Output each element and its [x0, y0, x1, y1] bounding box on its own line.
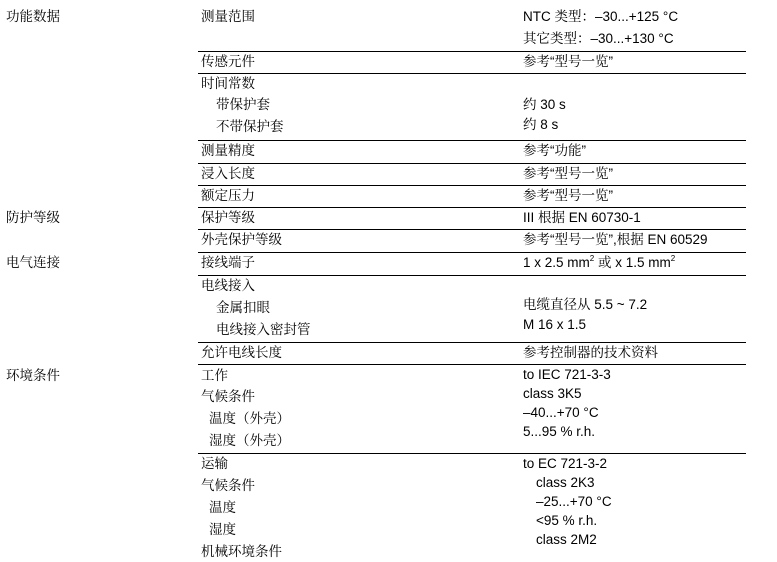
measure-range-label: 测量范围 [201, 9, 255, 24]
transport-value: to EC 721-3-2 [523, 456, 608, 471]
row-divider [198, 275, 746, 276]
with-sleeve-value: 约 30 s [523, 97, 566, 112]
climate-operation-value: class 3K5 [523, 386, 582, 401]
mechanical-value: class 2M2 [536, 532, 597, 547]
pressure-label: 额定压力 [201, 188, 255, 203]
section-function-data: 功能数据 [6, 9, 60, 24]
protection-class-value: III 根据 EN 60730-1 [523, 210, 641, 225]
temp-label: 温度 [209, 500, 236, 515]
immersion-value: 参考“型号一览” [523, 166, 613, 181]
humidity-label: 湿度 [209, 522, 236, 537]
metal-eyelet-value: 电缆直径从 5.5 ~ 7.2 [523, 297, 648, 312]
humidity-housing-label: 湿度（外壳） [209, 433, 290, 448]
section-electrical: 电气连接 [6, 255, 60, 270]
humidity-housing-value: 5...95 % r.h. [523, 424, 596, 439]
temp-value: –25...+70 °C [536, 494, 612, 509]
row-divider [198, 51, 746, 52]
section-environment: 环境条件 [6, 368, 60, 383]
accuracy-label: 测量精度 [201, 143, 255, 158]
mechanical-label: 机械环境条件 [201, 544, 282, 559]
climate-transport-value: class 2K3 [536, 475, 595, 490]
housing-protection-value: 参考“型号一览”,根据 EN 60529 [523, 232, 708, 247]
row-divider [198, 453, 746, 454]
sensor-label: 传感元件 [201, 54, 255, 69]
climate-transport-label: 气候条件 [201, 478, 255, 493]
temp-housing-label: 温度（外壳） [209, 411, 290, 426]
temp-housing-value: –40...+70 °C [523, 405, 599, 420]
without-sleeve-value: 约 8 s [523, 117, 559, 132]
housing-protection-label: 外壳保护等级 [201, 232, 282, 247]
transport-label: 运输 [201, 456, 228, 471]
cable-seal-value: M 16 x 1.5 [523, 317, 587, 332]
terminal-value: 1 x 2.5 $mm^2$ 或 x 1.5 $mm^2$ [523, 254, 676, 270]
with-sleeve-label: 带保护套 [216, 97, 270, 112]
row-divider [198, 364, 746, 365]
immersion-label: 浸入长度 [201, 166, 255, 181]
measure-range-ntc: NTC 类型：–30...+125 °C [523, 9, 679, 24]
cable-length-label: 允许电线长度 [201, 345, 282, 360]
terminal-label: 接线端子 [201, 255, 255, 270]
row-divider [198, 185, 746, 186]
without-sleeve-label: 不带保护套 [216, 119, 284, 134]
humidity-value: <95 % r.h. [536, 513, 598, 528]
row-divider [198, 163, 746, 164]
operation-label: 工作 [201, 368, 228, 383]
cable-entry-label: 电线接入 [201, 278, 255, 293]
climate-operation-label: 气候条件 [201, 389, 255, 404]
cable-length-value: 参考控制器的技术资料 [523, 345, 658, 360]
row-divider [198, 140, 746, 141]
protection-class-label: 保护等级 [201, 210, 255, 225]
metal-eyelet-label: 金属扣眼 [216, 300, 270, 315]
measure-range-other: 其它类型：–30...+130 °C [523, 31, 674, 46]
sensor-value: 参考“型号一览” [523, 54, 613, 69]
operation-value: to IEC 721-3-3 [523, 367, 611, 382]
pressure-value: 参考“型号一览” [523, 188, 613, 203]
row-divider [198, 73, 746, 74]
cable-seal-label: 电线接入密封管 [216, 322, 311, 337]
row-divider [198, 207, 746, 208]
section-protection: 防护等级 [6, 210, 60, 225]
accuracy-value: 参考“功能” [523, 143, 586, 158]
time-constant-label: 时间常数 [201, 76, 255, 91]
